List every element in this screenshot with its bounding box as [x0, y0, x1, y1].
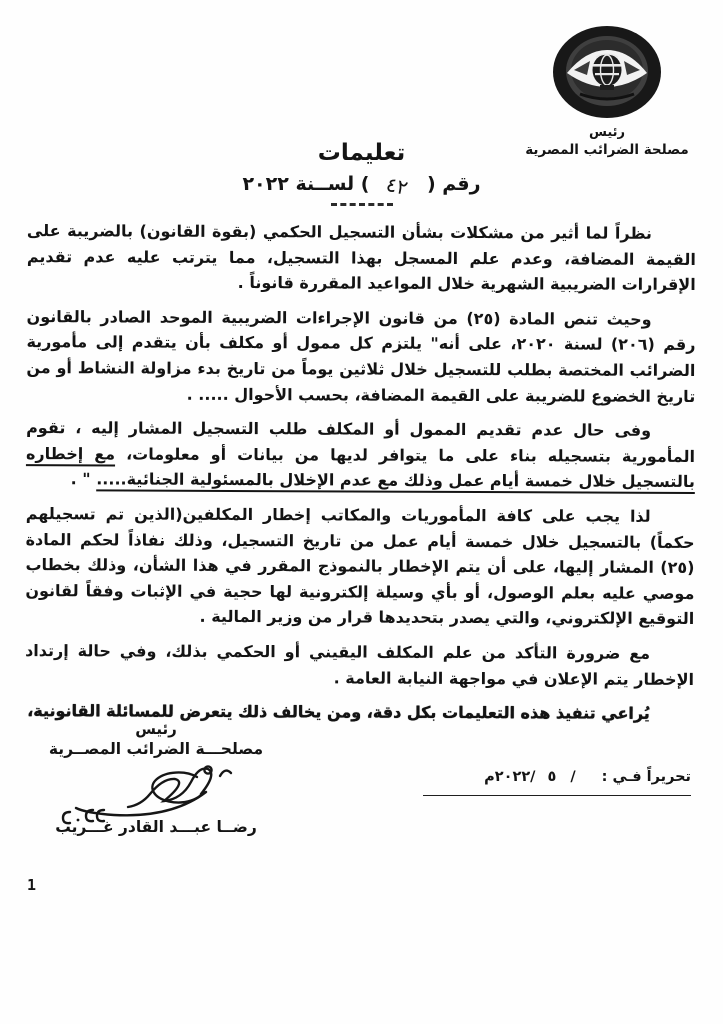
paragraph-deemed-registration — [26, 415, 695, 495]
document-body — [25, 218, 696, 736]
date-year: ٢٠٢٢م — [484, 769, 531, 785]
paragraph-verification: مع ضرورة التأكد من علم المكلف اليقيني أو الحكمي بذلك، وفي حالة إرتداد الإخطار يتم الإعلان في مواجهة النيابة العامة . — [25, 640, 695, 689]
date-label: تحريراً فـي : — [601, 769, 691, 785]
document-number-line — [0, 171, 723, 201]
header-position-title: رئيس — [588, 125, 626, 140]
signature-signer-name: رضــا عبـــد القادر غـــريب — [55, 818, 257, 836]
paragraph-warning: يُراعي تنفيذ هذه التعليمات بكل دقة، ومن يخالف ذلك يتعرض للمسائلة القانونية، — [27, 701, 650, 723]
date-separator-2: / — [530, 769, 536, 785]
paragraph-law-citation: وحيث تنص المادة (٢٥) من قانون الإجراءات الضريبية الموحد الصادر بالقانون رقم (٢٠٦) لسنة ٢٠٢٠، على أنه" يلتزم كل ممول أو مكلف بأن يتقدم إلى مأمورية الضرائب المختصة بطلب للتسجيل خلال ثلاثين يوماً من تاريخ بدء مزاولة النشاط أو من تاريخ الخضوع للضريبة على القيمة المضافة، بحسب الأحوال ..... . — [26, 306, 696, 406]
paragraph-directive: لذا يجب على كافة المأموريات والمكاتب إخطار المكلفين(الذين تم تسجيلهم حكماً) بالتسجيل خلال خمسة أيام عمل من تاريخ التسجيل، وذلك نفاذاً لحكم المادة (٢٥) المشار إليها، على أن يتم الإخطار بالنموذج المقرر في هذا الشأن، وذلك بخطاب موصي عليه بعلم الوصول، أو بأي وسيلة إلكترونية لها حجية في الإثبات وفقاً لقانون التوقيع الإلكتروني، والتي يصدر بتحديدها قرار من وزير المالية . — [25, 504, 695, 629]
number-suffix: ) لســنة ٢٠٢٢ — [242, 173, 370, 195]
document-title: تعليمات — [317, 140, 406, 166]
page-number: 1 — [27, 876, 37, 894]
underlined-clause: مع إخطاره بالتسجيل خلال خمسة أيام عمل وذلك مع عدم الإخلال بالمسئولية الجنائية..... — [25, 443, 695, 492]
paragraph-intro: نظراً لما أثير من مشكلات بشأن التسجيل الحكمي (بقوة القانون) بالضريبة على القيمة المضافة، وعدم علم المسجل بهذا التسجيل، مما يترتب عليه عدم تقديم الإقرارات الضريبية الشهرية خلال المواعيد المقررة قانوناً . — [26, 221, 696, 295]
title-divider — [331, 203, 393, 206]
date-separator-1: / — [570, 769, 576, 785]
p3-closing-text: " . — [70, 469, 97, 489]
tax-authority-seal-icon — [550, 24, 664, 122]
header-authority-name: مصلحة الضرائب المصرية — [525, 141, 689, 158]
date-month: ٥ — [547, 769, 557, 785]
number-prefix: رقم ( — [426, 173, 481, 195]
signature-authority-name: مصلحـــة الضرائب المصــرية — [48, 740, 264, 758]
signature-position-title: رئيس — [135, 720, 177, 738]
handwritten-number: ٤٢ — [384, 171, 411, 201]
signature-block — [28, 720, 284, 836]
title-block — [0, 140, 723, 206]
p3-lead-text: وفى حال عدم تقديم الممول أو المكلف طلب التسجيل المشار إليه ، تقوم المأمورية بتسجيله بناء على ما يتوافر لديها من بيانات أو معلومات، — [26, 418, 696, 466]
date-line — [423, 769, 691, 796]
